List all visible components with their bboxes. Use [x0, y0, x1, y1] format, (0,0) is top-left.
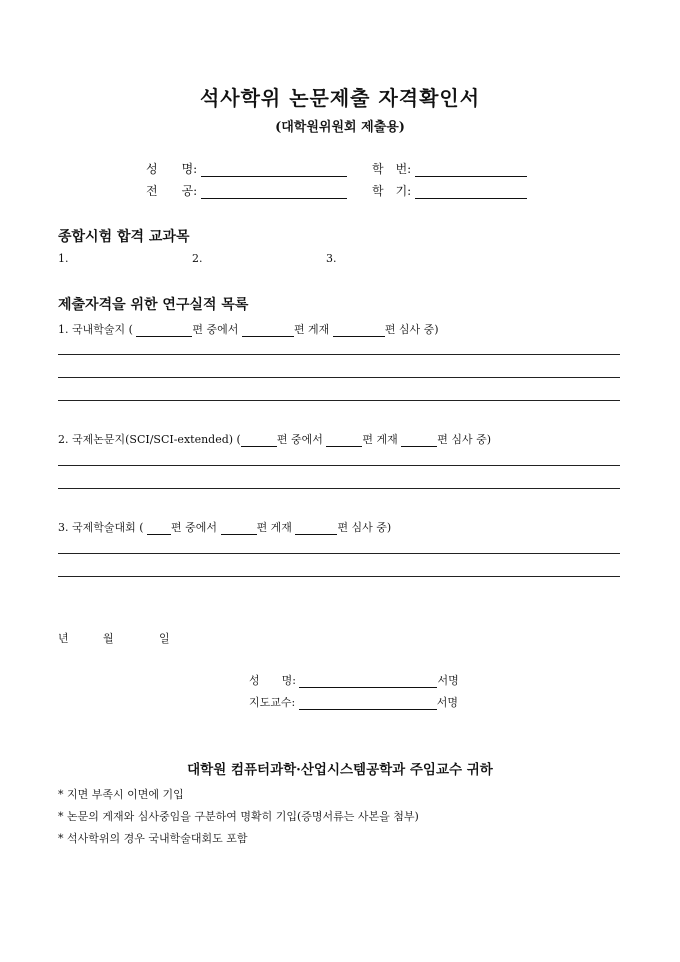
- intl-journal-published-label: 편 게재: [362, 433, 398, 446]
- intl-conf-review-label: 편 심사 중): [337, 521, 392, 534]
- intl-conf-published-field[interactable]: [221, 523, 257, 535]
- sign-advisor-row: [249, 694, 458, 710]
- intl-conf-review-field[interactable]: [295, 523, 337, 535]
- domestic-line-3[interactable]: [58, 400, 620, 401]
- intl-conf-published-label: 편 게재: [256, 521, 292, 534]
- domestic-line-1[interactable]: [58, 354, 620, 355]
- intl-journal-review-label: 편 심사 중): [437, 433, 492, 446]
- date-year-label: 년: [58, 632, 69, 645]
- intl-journal-label: 2. 국제논문지(SCI/SCI-extended) (: [58, 433, 241, 446]
- form-title: 석사학위 논문제출 자격확인서: [199, 86, 481, 110]
- major-label: 전 공:: [146, 184, 198, 198]
- semester-label: 학 기:: [372, 184, 412, 198]
- addressee: 대학원 컴퓨터과학·산업시스템공학과 주임교수 귀하: [187, 762, 493, 778]
- name-field[interactable]: [201, 164, 347, 177]
- sign-advisor-field[interactable]: [299, 698, 437, 710]
- major-field[interactable]: [201, 186, 347, 199]
- sign-name-seal: 서명: [437, 674, 459, 687]
- date-month-label: 월: [103, 632, 114, 645]
- semester-row: [372, 182, 527, 199]
- sign-advisor-label: 지도교수:: [249, 696, 296, 709]
- domestic-among-label: 편 중에서: [192, 323, 239, 336]
- intl-journal-line-1[interactable]: [58, 465, 620, 466]
- exam-item-2: 2.: [192, 252, 203, 265]
- intl-journal-total-field[interactable]: [241, 435, 277, 447]
- semester-field[interactable]: [415, 186, 527, 199]
- domestic-review-field[interactable]: [333, 325, 385, 337]
- intl-conf-line-2[interactable]: [58, 576, 620, 577]
- domestic-journal-row: [58, 321, 439, 337]
- intl-conf-row: [58, 519, 391, 535]
- intl-journal-row: [58, 431, 491, 447]
- intl-conf-among-label: 편 중에서: [171, 521, 218, 534]
- intl-conf-label: 3. 국제학술대회 (: [58, 521, 144, 534]
- sign-name-row: [249, 672, 459, 688]
- domestic-published-field[interactable]: [242, 325, 294, 337]
- sign-advisor-seal: 서명: [436, 696, 458, 709]
- domestic-published-label: 편 게재: [293, 323, 330, 336]
- form-subtitle: (대학원위원회 제출용): [275, 120, 405, 135]
- note-1: * 지면 부족시 이면에 기입: [58, 788, 184, 801]
- exam-item-1: 1.: [58, 252, 69, 265]
- intl-journal-published-field[interactable]: [326, 435, 362, 447]
- domestic-total-field[interactable]: [136, 325, 192, 337]
- domestic-line-2[interactable]: [58, 377, 620, 378]
- domestic-journal-label: 1. 국내학술지 (: [58, 323, 133, 336]
- exam-heading: 종합시험 합격 교과목: [58, 229, 190, 245]
- student-id-label: 학 번:: [372, 162, 412, 176]
- student-id-row: [372, 160, 527, 177]
- note-3: * 석사학위의 경우 국내학술대회도 포함: [58, 832, 248, 845]
- intl-journal-among-label: 편 중에서: [276, 433, 323, 446]
- note-2: * 논문의 게재와 심사중임을 구분하여 명확히 기입(증명서류는 사본을 첨부): [58, 810, 419, 823]
- intl-conf-total-field[interactable]: [147, 523, 171, 535]
- name-row: [146, 160, 347, 177]
- research-heading: 제출자격을 위한 연구실적 목록: [58, 297, 249, 313]
- major-row: [146, 182, 347, 199]
- date-day-label: 일: [159, 632, 170, 645]
- domestic-review-label: 편 심사 중): [384, 323, 439, 336]
- sign-name-field[interactable]: [299, 676, 437, 688]
- student-id-field[interactable]: [415, 164, 527, 177]
- name-label: 성 명:: [146, 162, 198, 176]
- exam-item-3: 3.: [326, 252, 337, 265]
- intl-journal-line-2[interactable]: [58, 488, 620, 489]
- sign-name-label: 성 명:: [249, 674, 296, 687]
- intl-conf-line-1[interactable]: [58, 553, 620, 554]
- intl-journal-review-field[interactable]: [401, 435, 437, 447]
